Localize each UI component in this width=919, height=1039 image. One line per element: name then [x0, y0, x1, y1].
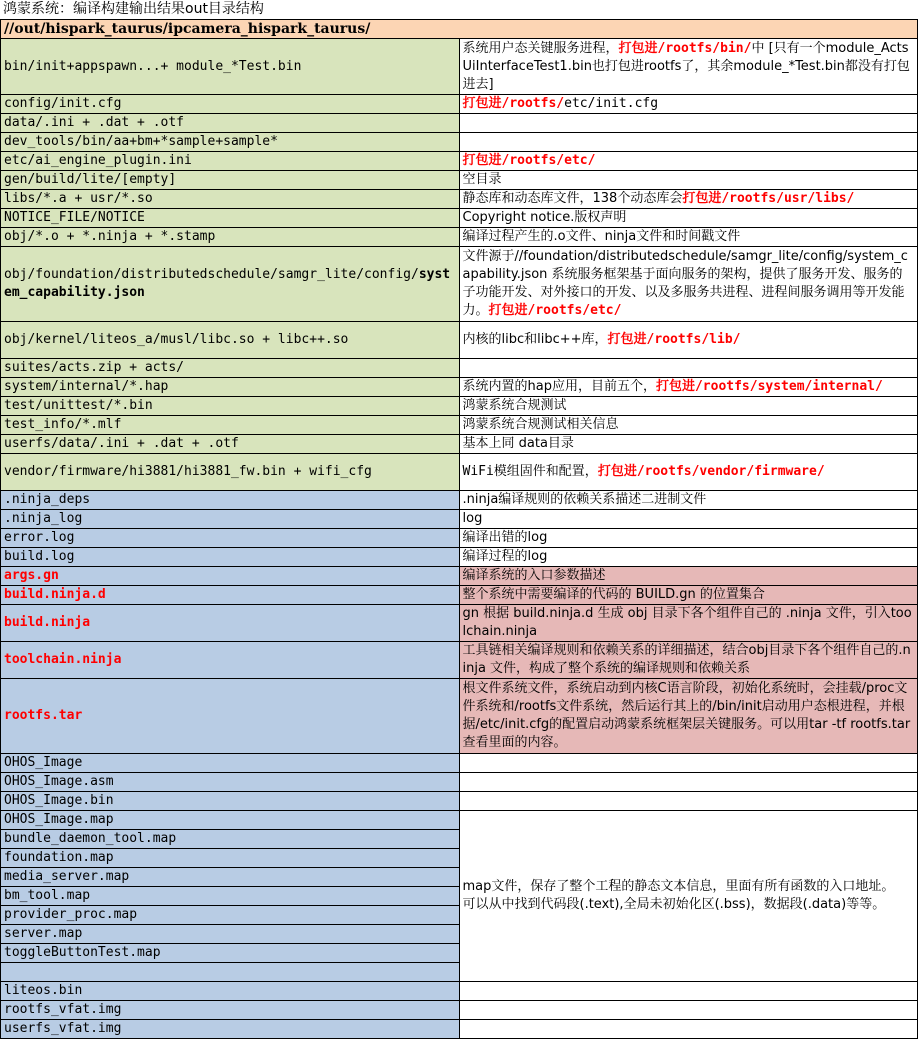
file-name-cell[interactable]: etc/ai_engine_plugin.ini	[1, 152, 460, 171]
file-name-cell[interactable]: vendor/firmware/hi3881/hi3881_fw.bin + wifi_cfg	[1, 454, 460, 491]
header-path[interactable]: //out/hispark_taurus/ipcamera_hispark_taurus/	[1, 20, 918, 39]
out-directory-table	[0, 19, 918, 1039]
table-row	[1, 322, 918, 359]
table-row	[1, 152, 918, 171]
file-name-cell[interactable]: toggleButtonTest.map	[1, 944, 460, 963]
file-name-cell[interactable]: dev_tools/bin/aa+bm+*sample+sample*	[1, 133, 460, 152]
table-row	[1, 209, 918, 228]
description-cell[interactable]: 根文件系统文件，系统启动到内核C语言阶段，初始化系统时，会挂载/proc文件系统和/rootfs文件系统，然后运行其上的/bin/init启动用户态根进程，并根据/etc/init.cfg的配置启动鸿蒙系统框架层关键服务。可以用tar -tf rootfs.tar查看里面的内容。	[459, 679, 918, 754]
description-cell[interactable]: 鸿蒙系统合规测试相关信息	[459, 416, 918, 435]
description-cell[interactable]: 系统用户态关键服务进程，打包进/rootfs/bin/中 [只有一个module_ActsUiInterfaceTest1.bin也打包进rootfs了，其余module_*Test.bin都没有打包进去]	[459, 39, 918, 95]
file-name-cell[interactable]: .ninja_log	[1, 510, 460, 529]
description-cell[interactable]: 系统内置的hap应用，目前五个，打包进/rootfs/system/internal/	[459, 378, 918, 397]
description-cell[interactable]	[459, 114, 918, 133]
file-name-cell[interactable]: toolchain.ninja	[1, 642, 460, 679]
file-name-cell[interactable]: OHOS_Image.map	[1, 811, 460, 830]
table-row	[1, 190, 918, 209]
file-name-cell[interactable]: build.ninja	[1, 605, 460, 642]
table-row	[1, 510, 918, 529]
file-name-cell[interactable]: gen/build/lite/[empty]	[1, 171, 460, 190]
table-row	[1, 529, 918, 548]
file-name-cell[interactable]: error.log	[1, 529, 460, 548]
table-row	[1, 171, 918, 190]
file-name-cell[interactable]: obj/kernel/liteos_a/musl/libc.so + libc++.so	[1, 322, 460, 359]
rootfs-highlight: 打包进/rootfs/etc/	[462, 153, 596, 168]
rootfs-highlight: 打包进/rootfs/	[462, 96, 565, 111]
table-row	[1, 811, 918, 830]
description-cell[interactable]: 编译过程的log	[459, 548, 918, 567]
description-cell[interactable]: 工具链相关编译规则和依赖关系的详细描述，结合obj目录下各个组件自己的.ninja 文件，构成了整个系统的编译规则和依赖关系	[459, 642, 918, 679]
file-name-cell[interactable]: system/internal/*.hap	[1, 378, 460, 397]
table-row	[1, 605, 918, 642]
description-cell[interactable]	[459, 1020, 918, 1039]
file-name-cell[interactable]: server.map	[1, 925, 460, 944]
sheet-title: 鸿蒙系统：编译构建输出结果out目录结构	[3, 1, 264, 17]
file-name-cell[interactable]: userfs_vfat.img	[1, 1020, 460, 1039]
file-name-cell[interactable]: suites/acts.zip + acts/	[1, 359, 460, 378]
file-name-cell[interactable]: rootfs.tar	[1, 679, 460, 754]
file-name-cell[interactable]: provider_proc.map	[1, 906, 460, 925]
description-cell[interactable]	[459, 754, 918, 773]
description-cell[interactable]: 文件源于//foundation/distributedschedule/samgr_lite/config/system_capability.json 系统服务框架基于面向服务的架构，提供了服务开发、服务的子功能开发、对外接口的开发、以及多服务共进程、进程间服务调用等开发能力。打包进/rootfs/etc/	[459, 247, 918, 322]
table-row	[1, 586, 918, 605]
file-name-cell[interactable]: bm_tool.map	[1, 887, 460, 906]
table-row	[1, 773, 918, 792]
file-name-cell[interactable]: rootfs_vfat.img	[1, 1001, 460, 1020]
bold-filename: system_capability.json	[4, 267, 451, 300]
description-cell[interactable]: Copyright notice.版权声明	[459, 209, 918, 228]
file-name-cell[interactable]: test_info/*.mlf	[1, 416, 460, 435]
description-cell[interactable]	[459, 792, 918, 811]
header-row	[1, 20, 918, 39]
file-name-cell[interactable]: obj/foundation/distributedschedule/samgr_lite/config/system_capability.json	[1, 247, 460, 322]
table-row	[1, 1020, 918, 1039]
table-row	[1, 228, 918, 247]
file-name-cell[interactable]: config/init.cfg	[1, 95, 460, 114]
table-row	[1, 567, 918, 586]
file-name-cell[interactable]: bin/init+appspawn...+ module_*Test.bin	[1, 39, 460, 95]
table-row	[1, 397, 918, 416]
table-row	[1, 114, 918, 133]
description-cell[interactable]: 编译系统的入口参数描述	[459, 567, 918, 586]
description-cell[interactable]	[459, 133, 918, 152]
rootfs-highlight: 打包进/rootfs/usr/libs/	[682, 191, 855, 206]
description-cell[interactable]: 打包进/rootfs/etc/init.cfg	[459, 95, 918, 114]
table-row	[1, 754, 918, 773]
rootfs-highlight: 打包进/rootfs/bin/	[618, 40, 752, 56]
map-description-cell[interactable]: map文件，保存了整个工程的静态文本信息，里面有所有函数的入口地址。 可以从中找到代码段(.text),全局未初始化区(.bss)，数据段(.data)等等。	[459, 811, 918, 982]
file-name-cell[interactable]: build.log	[1, 548, 460, 567]
description-cell[interactable]: 编译过程产生的.o文件、ninja文件和时间戳文件	[459, 228, 918, 247]
file-name-cell[interactable]: build.ninja.d	[1, 586, 460, 605]
table-row	[1, 454, 918, 491]
file-name-cell[interactable]: bundle_daemon_tool.map	[1, 830, 460, 849]
description-cell[interactable]: log	[459, 510, 918, 529]
table-row	[1, 435, 918, 454]
description-cell[interactable]: 空目录	[459, 171, 918, 190]
file-name-cell[interactable]: .ninja_deps	[1, 491, 460, 510]
file-name-cell[interactable]: OHOS_Image.bin	[1, 792, 460, 811]
table-row	[1, 982, 918, 1001]
file-name-cell[interactable]: userfs/data/.ini + .dat + .otf	[1, 435, 460, 454]
description-cell[interactable]	[459, 1001, 918, 1020]
rootfs-highlight: 打包进/rootfs/etc/	[488, 303, 622, 318]
file-name-cell[interactable]: test/unittest/*.bin	[1, 397, 460, 416]
table-row	[1, 378, 918, 397]
description-cell[interactable]: 编译出错的log	[459, 529, 918, 548]
table-row	[1, 39, 918, 95]
table-row	[1, 642, 918, 679]
description-cell[interactable]: 基本上同 data目录	[459, 435, 918, 454]
table-row	[1, 95, 918, 114]
file-name-cell[interactable]: foundation.map	[1, 849, 460, 868]
table-row	[1, 247, 918, 322]
file-name-cell[interactable]: OHOS_Image.asm	[1, 773, 460, 792]
description-cell[interactable]	[459, 152, 918, 171]
file-name-cell[interactable]: NOTICE_FILE/NOTICE	[1, 209, 460, 228]
file-name-cell[interactable]: media_server.map	[1, 868, 460, 887]
table-row	[1, 1001, 918, 1020]
file-name-cell[interactable]: data/.ini + .dat + .otf	[1, 114, 460, 133]
description-cell[interactable]: 整个系统中需要编译的代码的 BUILD.gn 的位置集合	[459, 586, 918, 605]
file-name-cell[interactable]: obj/*.o + *.ninja + *.stamp	[1, 228, 460, 247]
table-row	[1, 416, 918, 435]
description-cell[interactable]	[459, 359, 918, 378]
description-cell[interactable]: 静态库和动态库文件，138个动态库会打包进/rootfs/usr/libs/	[459, 190, 918, 209]
rootfs-highlight: 打包进/rootfs/lib/	[607, 332, 741, 347]
table-row	[1, 792, 918, 811]
table-row	[1, 491, 918, 510]
table-row	[1, 359, 918, 378]
description-cell[interactable]: WiFi模组固件和配置，打包进/rootfs/vendor/firmware/	[459, 454, 918, 491]
file-name-cell[interactable]: liteos.bin	[1, 982, 460, 1001]
table-row	[1, 548, 918, 567]
file-name-cell[interactable]: libs/*.a + usr/*.so	[1, 190, 460, 209]
rootfs-highlight: 打包进/rootfs/vendor/firmware/	[597, 464, 825, 479]
description-cell[interactable]: gn 根据 build.ninja.d 生成 obj 目录下各个组件自己的 .ninja 文件，引入toolchain.ninja	[459, 605, 918, 642]
file-name-cell[interactable]: OHOS_Image	[1, 754, 460, 773]
description-cell[interactable]: 鸿蒙系统合规测试	[459, 397, 918, 416]
file-name-cell[interactable]	[1, 963, 460, 982]
description-cell[interactable]: 内核的libc和libc++库，打包进/rootfs/lib/	[459, 322, 918, 359]
rootfs-highlight: 打包进/rootfs/system/internal/	[655, 379, 883, 394]
table-row	[1, 133, 918, 152]
description-cell[interactable]	[459, 773, 918, 792]
description-cell[interactable]: .ninja编译规则的依赖关系描述二进制文件	[459, 491, 918, 510]
table-row	[1, 679, 918, 754]
file-name-cell[interactable]: args.gn	[1, 567, 460, 586]
description-cell[interactable]	[459, 982, 918, 1001]
